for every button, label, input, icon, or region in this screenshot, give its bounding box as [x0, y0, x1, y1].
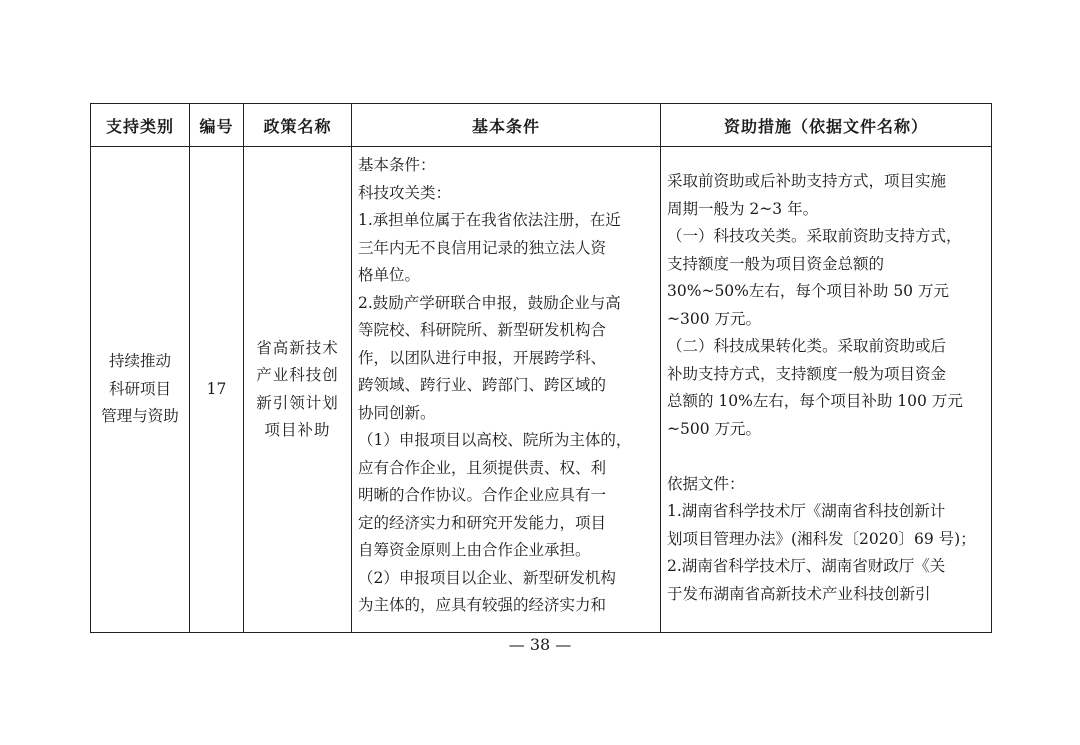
conditions-line: （1）申报项目以高校、院所为主体的，: [358, 431, 632, 449]
conditions-line: 明晰的合作协议。合作企业应具有一: [358, 486, 607, 504]
policy-name-line: 产业科技创: [256, 366, 339, 384]
category-line: 管理与资助: [101, 407, 179, 426]
header-conditions: 基本条件: [352, 104, 661, 147]
header-row: [91, 104, 992, 147]
conditions-line: 格单位。: [358, 266, 421, 284]
policy-table: [90, 103, 992, 633]
support-line: 补助支持方式，支持额度一般为项目资金: [667, 364, 947, 383]
policy-name-line: 新引领计划: [256, 393, 339, 412]
basis-line: 2.湖南省科学技术厅、湖南省财政厅《关: [667, 557, 946, 575]
support-line: （二）科技成果转化类。采取前资助或后: [667, 337, 947, 355]
conditions-line: 等院校、科研院所、新型研发机构合: [358, 321, 607, 339]
support-line: ~500 万元。: [667, 419, 761, 438]
support-line: ~300 万元。: [667, 309, 761, 328]
policy-name-line: 省高新技术: [256, 338, 339, 357]
conditions-line: 科技攻关类：: [358, 183, 452, 202]
header-policy-name: 政策名称: [244, 104, 352, 147]
conditions-line: 为主体的，应具有较强的经济实力和: [358, 596, 607, 614]
category-line: 持续推动: [108, 352, 171, 371]
category-cell: [91, 147, 190, 633]
header-support: 资助措施（依据文件名称）: [661, 104, 992, 147]
conditions-line: 基本条件：: [358, 156, 436, 174]
basis-line: 划项目管理办法》(湘科发〔2020〕69 号)；: [667, 529, 976, 548]
conditions-line: （2）申报项目以企业、新型研发机构: [358, 568, 616, 587]
conditions-line: 2.鼓励产学研联合申报，鼓励企业与高: [358, 293, 621, 312]
conditions-line: 定的经济实力和研究开发能力，项目: [358, 513, 607, 532]
support-cell: [661, 147, 992, 633]
category-line: 科研项目: [108, 379, 171, 398]
conditions-cell: [352, 147, 661, 633]
header-number: 编号: [190, 104, 244, 147]
conditions-line: 跨领域、跨行业、跨部门、跨区域的: [358, 376, 607, 394]
header-category: 支持类别: [91, 104, 190, 147]
basis-line: 1.湖南省科学技术厅《湖南省科技创新计: [667, 502, 946, 520]
conditions-line: 作，以团队进行申报，开展跨学科、: [358, 348, 607, 367]
conditions-line: 应有合作企业，且须提供责、权、利: [358, 458, 607, 477]
basis-line: 依据文件：: [667, 474, 745, 493]
support-line: 30%~50%左右，每个项目补助 50 万元: [667, 282, 949, 300]
conditions-line: 三年内无不良信用记录的独立法人资: [358, 238, 607, 257]
support-line: 采取前资助或后补助支持方式，项目实施: [667, 172, 947, 190]
basis-line: 于发布湖南省高新技术产业科技创新引: [667, 584, 931, 603]
support-line: 总额的 10%左右，每个项目补助 100 万元: [667, 392, 963, 410]
support-line: （一）科技攻关类。采取前资助支持方式，: [667, 227, 962, 245]
conditions-line: 1.承担单位属于在我省依法注册，在近: [358, 211, 621, 229]
conditions-line: 协同创新。: [358, 403, 436, 422]
number-cell: 17: [190, 147, 244, 633]
page-number: — 38 —: [508, 635, 572, 654]
policy-name-line: 项目补助: [264, 421, 331, 439]
blank-line: [667, 443, 987, 471]
policy-name-cell: [244, 147, 352, 633]
conditions-line: 自筹资金原则上由合作企业承担。: [358, 541, 591, 559]
table-row: [91, 147, 992, 633]
support-line: 支持额度一般为项目资金总额的: [667, 254, 885, 273]
support-line: 周期一般为 2~3 年。: [667, 199, 819, 218]
